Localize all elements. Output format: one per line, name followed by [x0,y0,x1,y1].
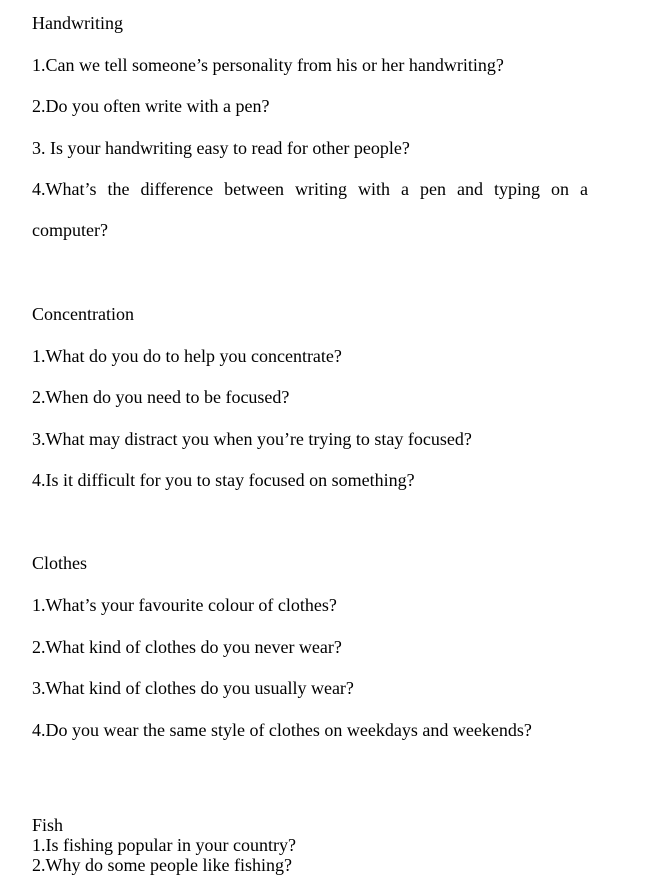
section-clothes [32,553,588,739]
question-item: 2.When do you need to be focused? [32,387,290,408]
question-item: 3.What kind of clothes do you usually wear? [32,678,354,699]
question-item: 1.What do you do to help you concentrate? [32,345,342,366]
question-item: 4.Is it difficult for you to stay focused on something? [32,470,415,491]
section-heading: Handwriting [32,13,123,33]
section-heading: Clothes [32,553,88,574]
question-item: 1.Is fishing popular in your country? [32,834,296,855]
question-item: 3. Is your handwriting easy to read for other people? [32,137,410,158]
question-item: 4.What’s the difference between writing with a pen and typing on a computer? [32,178,588,241]
question-item: 1.Can we tell someone’s personality from his or her handwriting? [32,54,504,75]
question-item: 2.Do you often write with a pen? [32,96,270,117]
question-item: 2.What kind of clothes do you never wear? [32,636,342,657]
question-item: 1.What’s your favourite colour of clothes? [32,594,337,615]
section-heading: Concentration [32,303,134,324]
section-heading: Fish [32,814,64,835]
section-fish [32,815,588,875]
section-concentration [32,304,588,490]
question-item: 3.What may distract you when you’re trying to stay focused? [32,428,472,449]
question-item: 4.Do you wear the same style of clothes on weekdays and weekends? [32,719,532,740]
section-handwriting [32,13,588,252]
question-item: 2.Why do some people like fishing? [32,854,292,875]
document-body [32,13,588,875]
